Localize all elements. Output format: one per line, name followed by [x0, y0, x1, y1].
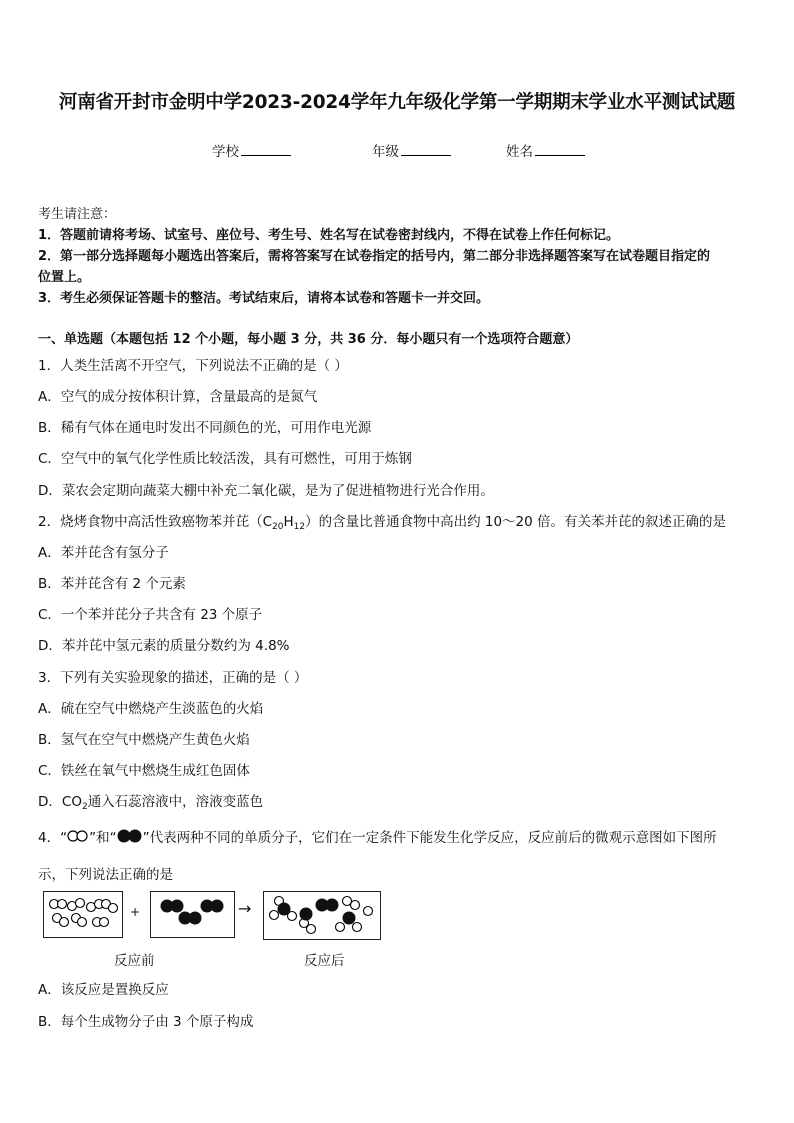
question-2-stem: 2．烧烤食物中高活性致癌物苯并芘$(C_{20}H_{12})$的含量比普通食物中高出约 10～20 倍。有关苯并芘的叙述正确的是: [38, 514, 727, 532]
q2-option-b: B．苯并芘含有 2 个元素: [38, 576, 186, 592]
black-molecules-diagram: [151, 892, 234, 937]
reaction-arrow: →: [238, 899, 252, 918]
caption-before: 反应前: [114, 953, 155, 969]
section-heading: 一、单选题（本题包括 12 个小题，每小题 3 分，共 36 分．每小题只有一个选项符合题意）: [38, 332, 579, 347]
q2-option-d: D．苯并芘中氢元素的质量分数约为 4.8%: [38, 638, 290, 654]
white-molecule-icon: [67, 829, 89, 843]
page-title: 河南省开封市金明中学2023-2024学年九年级化学第一学期期末学业水平测试试题: [58, 92, 736, 113]
black-molecule-icon: [117, 828, 143, 844]
grade-label: 年级: [372, 144, 399, 160]
grade-blank: [401, 142, 451, 156]
q3-option-c: C．铁丝在氧气中燃烧生成红色固体: [38, 763, 250, 779]
school-blank: [241, 142, 291, 156]
question-4-stem: 4．“ ”和“ ”代表两种不同的单质分子，它们在一定条件下能发生化学反应，反应前后的微观示意图如下图所: [38, 830, 717, 846]
before-box-white: [43, 891, 123, 938]
name-blank: [535, 142, 585, 156]
school-field: [212, 140, 291, 160]
notice-item: 1．答题前请将考场、试室号、座位号、考生号、姓名写在试卷密封线内，不得在试卷上作任何标记。: [38, 228, 620, 243]
name-label: 姓名: [506, 144, 533, 160]
question-1-stem: 1．人类生活离不开空气，下列说法不正确的是（ ）: [38, 358, 348, 374]
grade-field: [372, 140, 451, 160]
plus-sign: +: [130, 905, 141, 919]
q4-option-b: B．每个生成物分子由 3 个原子构成: [38, 1014, 254, 1030]
q1-option-c: C．空气中的氧气化学性质比较活泼，具有可燃性，可用于炼钢: [38, 451, 412, 467]
notice-item: 3．考生必须保证答题卡的整洁。考试结束后，请将本试卷和答题卡一并交回。: [38, 291, 490, 306]
q1-option-b: B．稀有气体在通电时发出不同颜色的光，可用作电光源: [38, 420, 372, 436]
notice-item: 2．第一部分选择题每小题选出答案后，需将答案写在试卷指定的括号内，第二部分非选择题答案写在试卷题目指定的: [38, 249, 711, 264]
before-box-black: [150, 891, 235, 938]
q3-option-a: A．硫在空气中燃烧产生淡蓝色的火焰: [38, 701, 264, 717]
after-box: [263, 891, 381, 940]
caption-after: 反应后: [304, 953, 345, 969]
question-4-stem-line2: 示，下列说法正确的是: [38, 867, 173, 883]
q1-option-d: D．菜农会定期向蔬菜大棚中补充二氧化碳，是为了促进植物进行光合作用。: [38, 483, 494, 499]
q4-option-a: A．该反应是置换反应: [38, 982, 169, 998]
notice-item: 位置上。: [38, 270, 91, 285]
q1-option-a: A．空气的成分按体积计算，含量最高的是氮气: [38, 389, 318, 405]
school-label: 学校: [212, 144, 239, 160]
q3-option-d: D．$CO_2$通入石蕊溶液中，溶液变蓝色: [38, 794, 264, 812]
q2-option-c: C．一个苯并芘分子共含有 23 个原子: [38, 607, 263, 623]
product-molecules-diagram: [264, 892, 380, 939]
white-molecules-diagram: [44, 892, 122, 937]
name-field: [506, 140, 585, 160]
q2-option-a: A．苯并芘含有氢分子: [38, 545, 169, 561]
question-3-stem: 3．下列有关实验现象的描述，正确的是（ ）: [38, 670, 308, 686]
notice-heading: 考生请注意：: [38, 207, 117, 222]
q3-option-b: B．氢气在空气中燃烧产生黄色火焰: [38, 732, 250, 748]
